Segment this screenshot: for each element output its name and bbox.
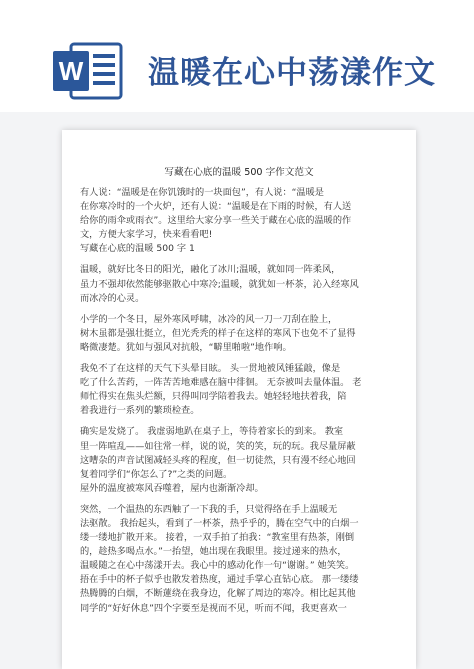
text-line: 复着同学们“你怎么了?”之类的问题。 [80,468,233,480]
document-title: 写藏在心底的温暖 500 字作文范文 [164,167,314,178]
paragraph-gap [80,418,398,425]
text-line: 的，趁热多喝点水。”一抬望，她出现在我眼里。接过递来的热水， [80,546,347,558]
paragraph-gap [80,355,398,362]
text-line: 里一阵喧乱——如往常一样，说的说，笑的笑，玩的玩。我尽量屏蔽 [80,440,356,452]
text-line: 法驱散。 我抬起头，看到了一杯茶，热乎乎的，腾在空气中的白烟一 [80,517,359,529]
text-line: 而冰冷的心灵。 [80,292,145,304]
banner-title: 温暖在心中荡漾作文 [148,55,436,91]
banner [0,0,474,118]
text-line: 突然，一个温热的东西触了一下我的手，只觉得络在手上温暖无 [80,503,338,515]
text-line: 温暖，就好比冬日的阳光，融化了冰川;温暖，就如同一阵柔风， [80,264,341,276]
text-line: 小学的一个冬日，屋外寒风呼啸，冰冷的风一刀一刀刮在脸上， [80,313,338,325]
paragraph-gap [80,496,398,503]
text-line: 树木虽都是强壮挺立，但光秃秃的样子在这样的寒风下也免不了显得 [80,327,356,339]
text-line: 写藏在心底的温暖 500 字 1 [80,243,195,255]
text-line: 有人说：“温暖是在你饥饿时的一块面包”，有人说：“温暖是 [80,187,324,198]
paragraph-gap [80,256,398,263]
text-line: 着我进行一系列的繁琐检查。 [80,405,200,417]
text-line: 这嘈杂的声音试图减轻头疼的程度，但一切徒然，只有漫不经心地回 [80,454,356,466]
document-page [62,130,416,669]
text-line: 热腾腾的白烟，不断蓮绕在我身边，化解了周边的寒冷。相比起其他 [80,588,356,600]
text-line: 同学的“好好休息”四个字要至是视而不见，听而不闻，我更喜欢一 [80,602,347,614]
text-line: 文，方便大家学习，快来看看吧! [80,229,213,241]
text-line: 屋外的温度被寒风吞噬着，屋内也渐渐冷却。 [80,482,264,494]
paragraph-gap [80,306,398,313]
text-line: 确实是发烧了。 我虚弱地趴在桌子上，等待着家长的到来。 教室 [80,426,344,438]
text-line: 捂在手中的杯子似乎也散发着热度，通过手掌心直钻心底。 那一缕缕 [80,574,359,586]
text-line: 吃了什么苦药，一阵苦苦地难感在脑中徘徊。 无奈被叫去量体温。 老 [80,377,362,389]
text-line: 给你的雨伞或雨衣”。这里给大家分享一些关于藏在心底的温暖的作 [80,215,352,227]
word-document-icon [53,42,123,100]
text-line: 虽力不强却依然能够驱散心中寒冷;温暖，就犹如一杯茶，沁入经寒风 [80,278,359,290]
text-line: 温暖随之在心中荡漾开去。我心中的感动化作一句“谢谢。” 她笑笑。 [80,560,355,572]
text-line: 师忙得实在焦头烂额，只得叫同学陪着我去。她轻轻地扶着我，陪 [80,391,347,403]
word-icon-letter: W [58,56,84,86]
text-line: 略微凄楚。犹如与强风对抗般，“噼里啪啦”地作响。 [80,341,292,353]
text-line: 我免不了在这样的天气下头晕目眩。 头一贯地被风锤猛敲，像是 [80,363,341,375]
text-line: 在你寒冷时的一个火炉，还有人说：“温暖是在下雨的时候，有人送 [80,201,352,213]
document-body [80,186,398,616]
text-line: 缕一缕地扩散开来。 接着，一双手拍了拍我：“教室里有热茶，刚倒 [80,532,355,544]
